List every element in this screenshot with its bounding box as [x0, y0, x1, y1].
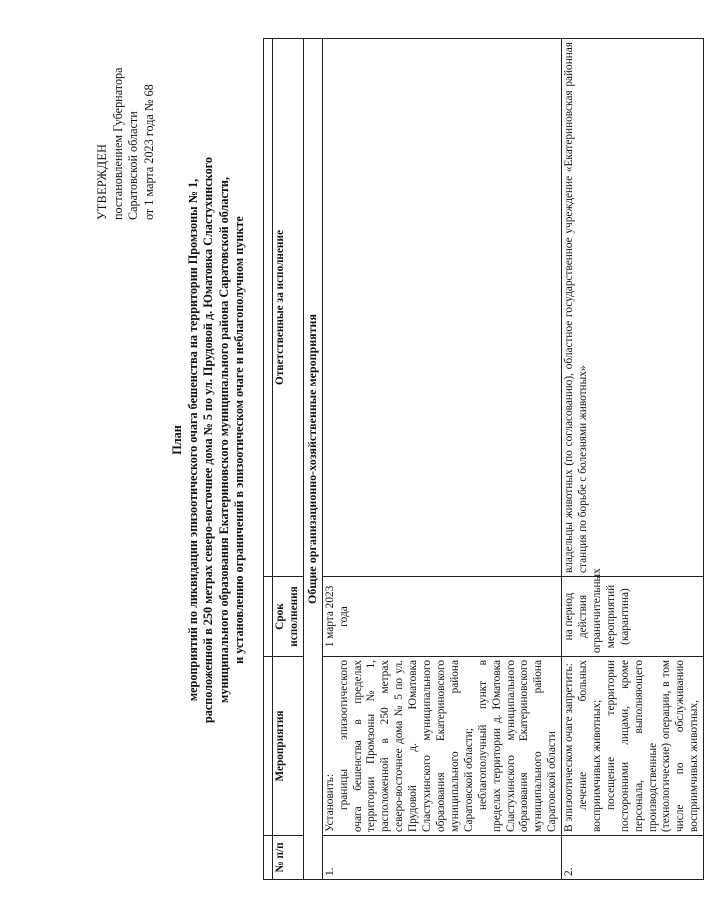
row-num: 2.	[562, 836, 704, 880]
measure-line: посещение территории посторонними лицами, кроме персонала, выполняющего производственные (технологические) операции, в том числе по обслуживанию восприимчивых животных,	[604, 660, 701, 832]
table-header-row	[273, 39, 304, 880]
approval-line: Саратовской области	[126, 111, 140, 220]
table-empty-top-row	[264, 39, 273, 880]
table-row	[322, 39, 561, 880]
row-responsible	[322, 39, 561, 577]
plan-title-line: и установлению ограничений в эпизоотическом очаге и неблагополучном пункте	[232, 216, 246, 664]
header-responsible: Ответственные за исполнение	[273, 39, 304, 577]
row-measures	[322, 657, 561, 836]
plan-title-line: муниципального образования Екатериновского муниципального района Саратовской области,	[216, 177, 231, 703]
approval-heading: УТВЕРЖДЕН	[95, 143, 109, 220]
row-term: на период действия ограничительных мероприятий (карантина)	[562, 577, 704, 657]
measure-line: границы эпизоотического очага бешенства в пределах территории Промзоны № 1, расположенной в 250 метрах северо-восточнее дома № 5 по ул. Прудовой д. Юматовка Сластухинского муниципального образования Екатериновского муниципального района Саратовской области;	[337, 660, 475, 832]
plan-title-main: План	[170, 425, 184, 455]
plan-title-line: мероприятий по ликвидации эпизоотического очага бешенства на территории Промзоны № 1,	[185, 178, 200, 702]
header-term: Срок исполнения	[273, 577, 304, 657]
section-title: Общие организационно-хозяйственные мероприятия	[303, 39, 322, 880]
row-num: 1.	[322, 836, 561, 880]
section-row	[303, 39, 322, 880]
measure-line: В эпизоотическом очаге запретить:	[563, 663, 576, 832]
row-measures	[562, 657, 704, 836]
measure-line: Установить:	[323, 773, 336, 832]
measure-line: неблагополучный пункт в пределах территории д. Юматовка Сластухинского муниципального образования Екатериновского муниципального района Саратовской области	[476, 660, 559, 832]
plan-title	[170, 130, 248, 750]
row-term: 1 марта 2023 года	[322, 577, 561, 657]
measure-line: лечение больных восприимчивых животных;	[577, 660, 603, 832]
header-num: № п/п	[273, 836, 304, 880]
table-row	[562, 39, 704, 880]
row-responsible: владельцы животных (по согласованию), областное государственное учреждение «Екатериновская районная станция по борьбе с болезнями животных»	[562, 39, 704, 577]
plan-title-line: расположенной в 250 метрах северо-восточнее дома № 5 по ул. Прудовой д. Юматовка Сластухинского	[201, 157, 215, 724]
plan-table	[263, 38, 704, 880]
approval-line: от 1 марта 2023 года № 68	[141, 84, 156, 220]
approval-line: постановлением Губернатора	[110, 67, 125, 220]
approval-stamp	[95, 20, 157, 220]
header-measures: Мероприятия	[273, 657, 304, 836]
